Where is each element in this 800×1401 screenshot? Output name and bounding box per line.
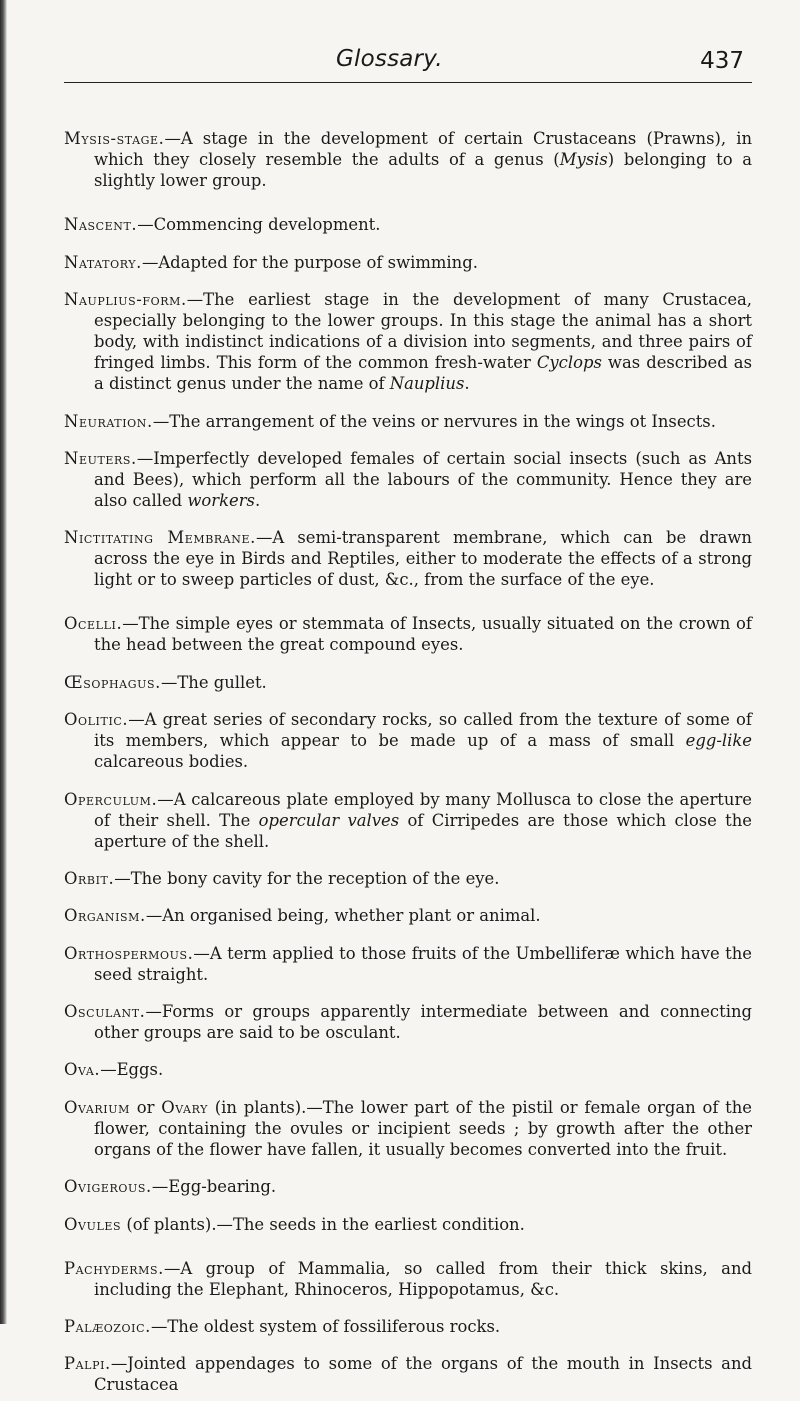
running-header — [64, 42, 752, 83]
glossary-entry-natatory: Natatory.—Adapted for the purpose of swimming. — [64, 252, 478, 272]
glossary-entry-ovarium: Ovarium or Ovary (in plants).—The lower part of the pistil or female organ of the flower, containing the ovules or incipient seeds ; by growth after the other organs of the flower have fallen, it usually becomes converted into the fruit. — [64, 1097, 753, 1159]
entry-term: Orbit. — [64, 868, 115, 888]
entry-term: Nictitating Membrane. — [64, 528, 256, 548]
glossary-entry-neuration: Neuration.—The arrangement of the veins or nervures in the wings ot Insects. — [64, 411, 716, 431]
glossary-entry-ovules: Ovules (of plants).—The seeds in the earliest condition. — [64, 1214, 525, 1234]
entry-term: Nascent. — [64, 215, 138, 235]
page-title: Glossary. — [336, 46, 443, 72]
glossary-entry-ova: Ova.—Eggs. — [64, 1060, 164, 1080]
entry-term: Osculant. — [64, 1002, 146, 1022]
glossary-entry-oolitic: Oolitic.—A great series of secondary rocks, so called from the texture of some of its members, which appear to be made up of a mass of small egg-like calcareous bodies. — [64, 710, 752, 772]
entry-term: Mysis-stage. — [64, 129, 165, 149]
entry-term: Palæozoic. — [64, 1317, 151, 1337]
glossary-entry-operculum: Operculum.—A calcareous plate employed by many Mollusca to close the aperture of their shell. The opercular valves of Cirripedes are those which close the aperture of the shell. — [64, 789, 752, 851]
glossary-entry-neuters: Neuters.—Imperfectly developed females of certain social insects (such as Ants and Bees), which perform all the labours of the community. Hence they are also called workers. — [64, 448, 752, 510]
entry-term: Palpi. — [64, 1354, 111, 1374]
entry-term: Orthospermous. — [64, 943, 194, 963]
glossary-entry-nauplius-form: Nauplius-form.—The earliest stage in the development of many Crustacea, especially belonging to the lower groups. In this stage the animal has a short body, with indistinct indications of a division into segments, and three pairs of fringed limbs. This form of the common fresh-water Cyclops was described as a distinct genus under the name of Nauplius. — [64, 290, 752, 394]
glossary-entry-ocelli: Ocelli.—The simple eyes or stemmata of Insects, usually situated on the crown of the head between the great compound eyes. — [64, 614, 752, 655]
glossary-entry-pachyderms: Pachyderms.—A group of Mammalia, so called from their thick skins, and including the Elephant, Rhinoceros, Hippopotamus, &c. — [64, 1258, 752, 1299]
glossary-list — [64, 112, 752, 1401]
entry-term: Oolitic. — [64, 710, 129, 730]
glossary-entry-osculant: Osculant.—Forms or groups apparently intermediate between and connecting other groups are said to be osculant. — [64, 1002, 752, 1043]
glossary-entry-organism: Organism.—An organised being, whether plant or animal. — [64, 906, 541, 926]
page-binding-edge — [0, 0, 7, 1324]
entry-term: Neuters. — [64, 448, 137, 468]
entry-term: Ovarium — [64, 1097, 130, 1117]
glossary-entry-nascent: Nascent.—Commencing development. — [64, 215, 381, 235]
entry-term: Nauplius-form. — [64, 290, 187, 310]
entry-term: Œsophagus. — [64, 672, 161, 692]
entry-term: Neuration. — [64, 411, 153, 431]
entry-term-alt: Ovary — [161, 1097, 208, 1117]
glossary-entry-palaeozoic: Palæozoic.—The oldest system of fossiliferous rocks. — [64, 1317, 501, 1337]
glossary-entry-nictitating-membrane: Nictitating Membrane.—A semi-transparent membrane, which can be drawn across the eye in Birds and Reptiles, either to moderate the effects of a strong light or to sweep particles of dust, &c., from the surface of the eye. — [64, 528, 752, 590]
entry-term: Ova. — [64, 1060, 101, 1080]
entry-term: Ovules — [64, 1214, 122, 1234]
entry-term: Pachyderms. — [64, 1258, 164, 1278]
entry-term: Ovigerous. — [64, 1177, 152, 1197]
glossary-entry-palpi: Palpi.—Jointed appendages to some of the organs of the mouth in Insects and Crustacea — [64, 1354, 752, 1395]
page-number: 437 — [700, 48, 744, 74]
glossary-entry-orbit: Orbit.—The bony cavity for the reception of the eye. — [64, 868, 500, 888]
entry-term: Natatory. — [64, 252, 142, 272]
entry-term: Operculum. — [64, 789, 158, 809]
glossary-entry-mysis-stage: Mysis-stage.—A stage in the development of certain Crustaceans (Prawns), in which they closely resemble the adults of a genus (Mysis) belonging to a slightly lower group. — [64, 129, 752, 191]
entry-term: Ocelli. — [64, 614, 123, 634]
entry-term: Organism. — [64, 906, 146, 926]
glossary-entry-orthospermous: Orthospermous.—A term applied to those fruits of the Umbelliferæ which have the seed straight. — [64, 943, 752, 984]
glossary-entry-ovigerous: Ovigerous.—Egg-bearing. — [64, 1177, 277, 1197]
glossary-entry-oesophagus: Œsophagus.—The gullet. — [64, 672, 267, 692]
